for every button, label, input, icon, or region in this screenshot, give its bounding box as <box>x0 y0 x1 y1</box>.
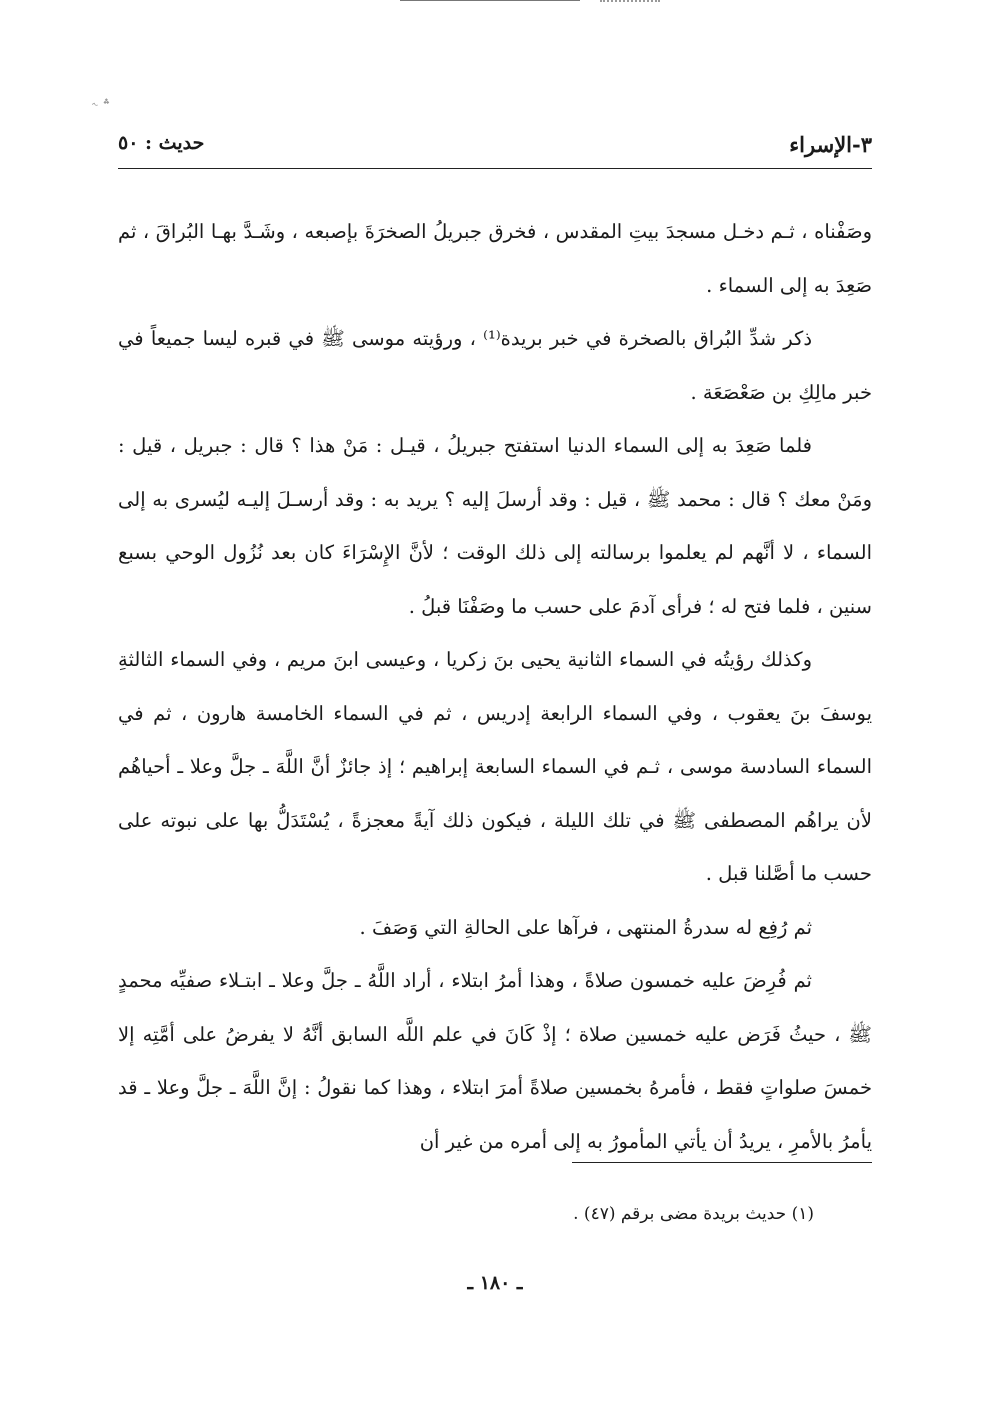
hadith-number: حديث : ٥٠ <box>118 132 205 154</box>
scan-corner-mark: ˞ ؞ <box>92 98 111 114</box>
paragraph-2: ذكر شدِّ البُراق بالصخرة في خبر بريدة⁽¹⁾ ، ورؤيته موسى ﷺ في قبره ليسا جميعاً في خبر مالِكِ بن صَعْصَعَة . <box>118 327 872 404</box>
main-text <box>118 205 872 1168</box>
footnote: (١) حديث بريدة مضى برقم (٤٧) . <box>573 1204 814 1224</box>
scan-edge-mark <box>400 0 580 5</box>
paragraph-6: ثم فُرِضَ عليه خمسون صلاةً ، وهذا أمرُ ابتلاء ، أراد اللَّهُ ـ جلَّ وعلا ـ ابتـلاء صفيِّه محمدٍ ﷺ ، حيثُ فَرَض عليه خمسين صلاة ؛ إذْ كَانَ في علم اللَّه السابق أنَّهُ لا يفرضُ على أمَّتِه إلا خمسَ صلواتٍ فقط ، فأمرهُ بخمسين صلاةً أمرَ ابتلاء ، وهذا كما نقولُ : إنَّ اللَّهَ ـ جلَّ وعلا ـ قد يأمرُ بالأمرِ ، يريدُ أن يأتي المأمورُ به إلى أمره من غير أن <box>118 969 872 1153</box>
paragraph-3: فلما صَعِدَ به إلى السماء الدنيا استفتح جبريلُ ، قيـل : مَنْ هذا ؟ قال : جبريل ، قيل : ومَنْ معك ؟ قال : محمد ﷺ ، قيل : وقد أرسلَ إليه ؟ يريد به : وقد أرسـلَ إليـه ليُسرى به إلى السماء ، لا أنَّهم لم يعلموا برسالته إلى ذلك الوقت ؛ لأنَّ الإِسْرَاءَ كان بعد نُزُول الوحي بسبع سنين ، فلما فتح له ؛ فرأى آدمَ على حسب ما وصَفْنَا قبلُ . <box>118 434 872 618</box>
footnote-divider <box>572 1162 872 1163</box>
paragraph-5: ثم رُفِع له سدرةُ المنتهى ، فرآها على الحالةِ التي وَصَفَ . <box>359 915 812 939</box>
paragraph-1: وصَفْناه ، ثـم دخـل مسجدَ بيتِ المقدس ، فخرق جبريلُ الصخرَةَ بإصبعه ، وشَـدَّ بهـا البُراقَ ، ثم صَعِدَ به إلى السماء . <box>118 220 872 297</box>
paragraph-4: وكذلك رؤيتُه في السماء الثانية يحيى بنَ زكريا ، وعيسى ابنَ مريم ، وفي السماء الثالثةِ يوسفَ بنَ يعقوب ، وفي السماء الرابعة إدريس ، ثم في السماء الخامسة هارون ، ثم في السماء السادسة موسى ، ثـم في السماء السابعة إبراهيم ؛ إذ جائزٌ أنَّ اللَّهَ ـ جلَّ وعلا ـ أحياهُم لأن يراهُم المصطفى ﷺ في تلك الليلة ، فيكون ذلك آيةً معجزةً ، يُسْتَدَلُّ بها على نبوته على حسب ما أصَّلنا قبل . <box>118 648 872 885</box>
page-number: ـ ١٨٠ ـ <box>467 1272 523 1294</box>
page-header <box>118 124 872 169</box>
scan-edge-mark-2 <box>600 0 660 6</box>
chapter-title: ٣-الإسراء <box>789 132 872 157</box>
